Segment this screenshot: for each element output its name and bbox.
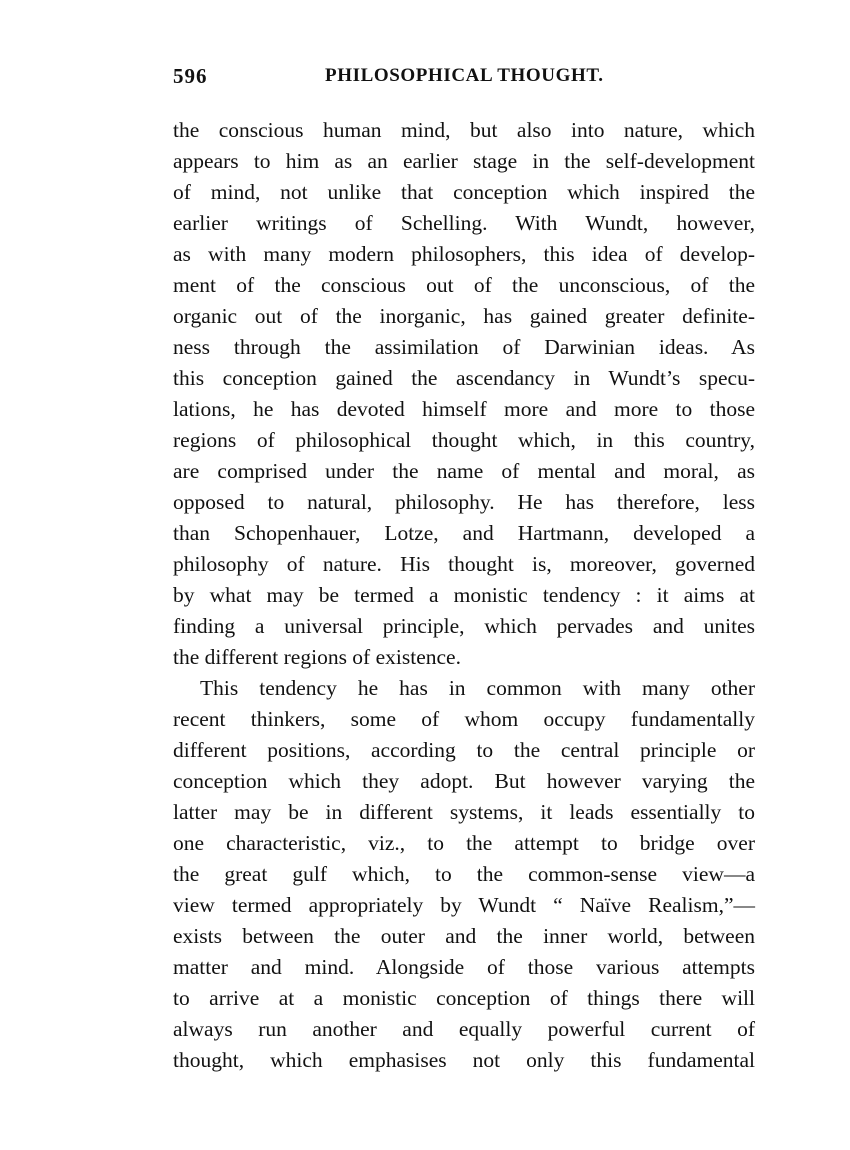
text-line: to arrive at a monistic conception of things there will <box>173 986 755 1010</box>
page-number: 596 <box>173 64 208 88</box>
paragraph-2 <box>173 673 755 1076</box>
body-text <box>173 115 755 1076</box>
paragraph-1 <box>173 115 755 673</box>
text-line: exists between the outer and the inner world, between <box>173 924 755 948</box>
text-line: philosophy of nature. His thought is, moreover, governed <box>173 552 755 576</box>
text-line: different positions, according to the central principle or <box>173 738 755 762</box>
text-line: appears to him as an earlier stage in the self-development <box>173 149 755 173</box>
text-line: this conception gained the ascendancy in Wundt’s specu- <box>173 366 755 390</box>
text-line: organic out of the inorganic, has gained greater definite- <box>173 304 755 328</box>
text-line: finding a universal principle, which pervades and unites <box>173 614 755 638</box>
text-line: regions of philosophical thought which, in this country, <box>173 428 755 452</box>
text-line: opposed to natural, philosophy. He has therefore, less <box>173 490 755 514</box>
text-line: ness through the assimilation of Darwinian ideas. As <box>173 335 755 359</box>
text-line: view termed appropriately by Wundt “ Naïve Realism,”— <box>173 893 755 917</box>
text-line: the conscious human mind, but also into nature, which <box>173 118 755 142</box>
text-line: This tendency he has in common with many other <box>200 676 755 700</box>
running-title: PHILOSOPHICAL THOUGHT. <box>325 65 604 86</box>
text-line: matter and mind. Alongside of those various attempts <box>173 955 755 979</box>
text-line: as with many modern philosophers, this idea of develop- <box>173 242 755 266</box>
text-line: recent thinkers, some of whom occupy fundamentally <box>173 707 755 731</box>
text-line: are comprised under the name of mental and moral, as <box>173 459 755 483</box>
text-line: one characteristic, viz., to the attempt to bridge over <box>173 831 755 855</box>
text-line: lations, he has devoted himself more and more to those <box>173 397 755 421</box>
text-line: thought, which emphasises not only this fundamental <box>173 1048 755 1072</box>
text-line: latter may be in different systems, it leads essentially to <box>173 800 755 824</box>
text-line: by what may be termed a monistic tendency : it aims at <box>173 583 755 607</box>
text-line: the different regions of existence. <box>173 645 461 669</box>
text-line: always run another and equally powerful current of <box>173 1017 755 1041</box>
text-line: than Schopenhauer, Lotze, and Hartmann, developed a <box>173 521 755 545</box>
text-line: earlier writings of Schelling. With Wundt, however, <box>173 211 755 235</box>
text-line: ment of the conscious out of the unconscious, of the <box>173 273 755 297</box>
running-head <box>173 64 753 88</box>
text-line: the great gulf which, to the common-sense view—a <box>173 862 755 886</box>
text-line: of mind, not unlike that conception which inspired the <box>173 180 755 204</box>
text-line: conception which they adopt. But however varying the <box>173 769 755 793</box>
